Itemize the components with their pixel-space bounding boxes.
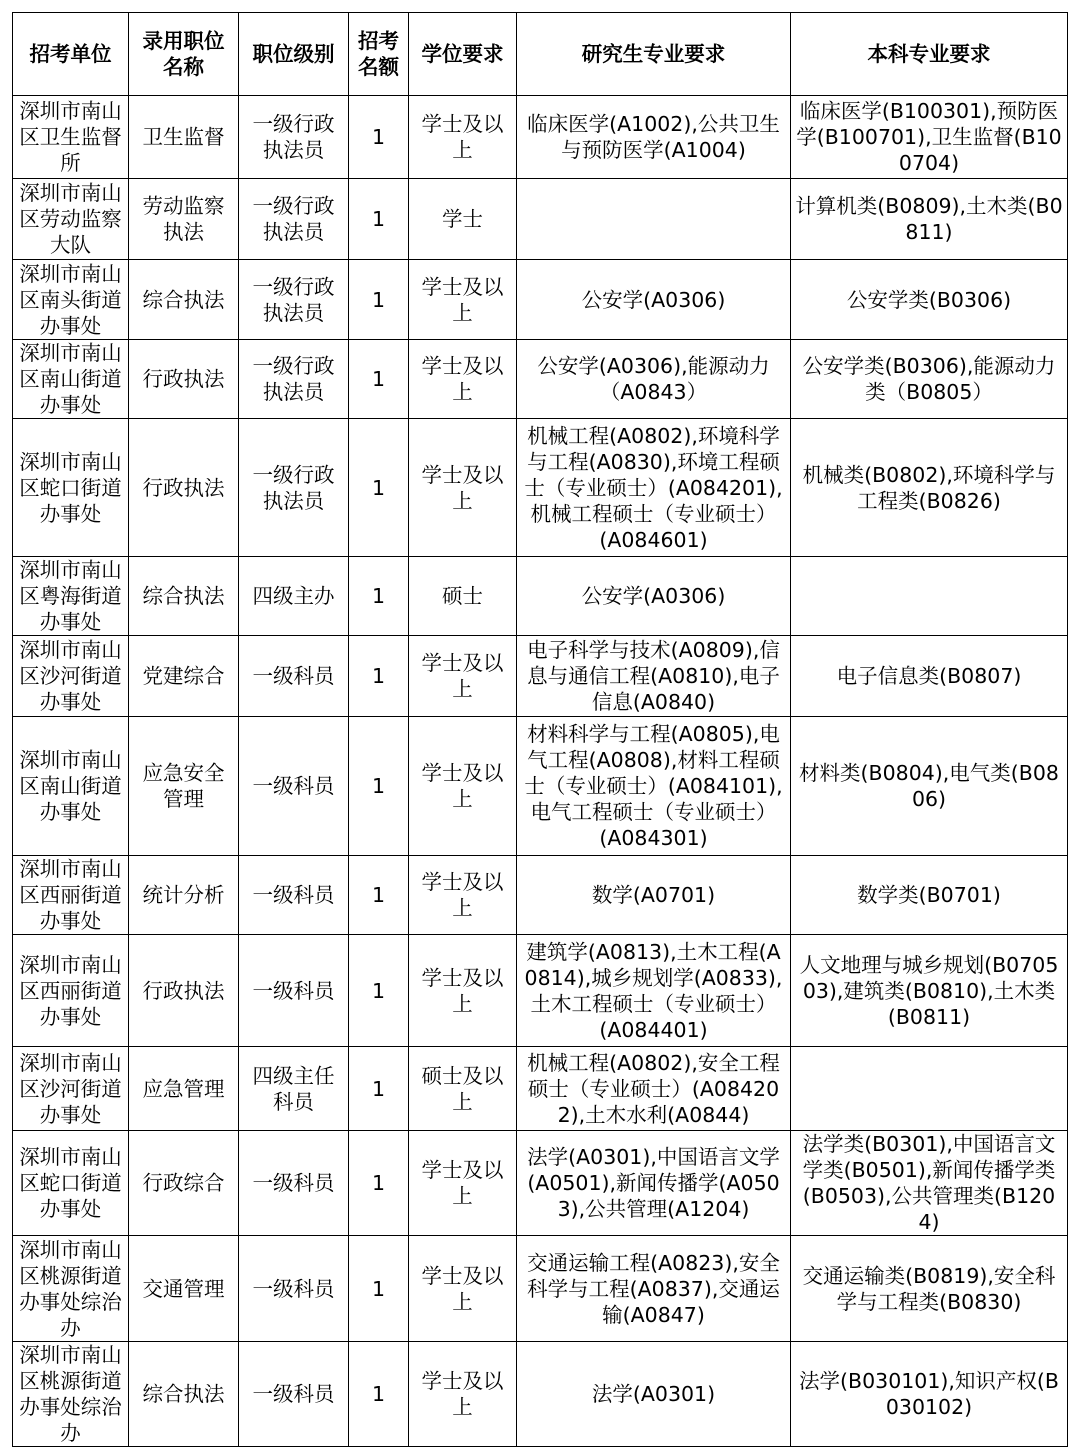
table-cell: 公安学(A0306) [517,260,791,340]
table-cell: 综合执法 [129,1342,239,1447]
table-cell: 1 [349,717,409,856]
table-row [13,1047,1068,1131]
table-row [13,1236,1068,1342]
header-cell: 本科专业要求 [791,13,1068,96]
table-cell: 劳动监察执法 [129,179,239,260]
table-cell: 深圳市南山区西丽街道办事处 [13,935,129,1047]
table-cell: 公安学类(B0306),能源动力类（B0805） [791,340,1068,419]
table-cell: 材料类(B0804),电气类(B0806) [791,717,1068,856]
table-cell: 一级科员 [239,1342,349,1447]
table-cell: 综合执法 [129,260,239,340]
table-cell: 公安学类(B0306) [791,260,1068,340]
table-cell: 一级行政执法员 [239,260,349,340]
table-cell: 深圳市南山区桃源街道办事处综治办 [13,1342,129,1447]
table-cell: 临床医学(B100301),预防医学(B100701),卫生监督(B100704) [791,96,1068,179]
table-cell: 卫生监督 [129,96,239,179]
table-cell: 学士及以上 [409,96,517,179]
table-cell: 机械工程(A0802),安全工程硕士（专业硕士）(A084202),土木水利(A0844) [517,1047,791,1131]
table-cell: 1 [349,260,409,340]
table-cell: 深圳市南山区南山街道办事处 [13,717,129,856]
table-cell: 材料科学与工程(A0805),电气工程(A0808),材料工程硕士（专业硕士）(A084101),电气工程硕士（专业硕士）(A084301) [517,717,791,856]
table-cell: 1 [349,96,409,179]
table-cell: 电子科学与技术(A0809),信息与通信工程(A0810),电子信息(A0840) [517,636,791,717]
table-cell: 一级科员 [239,856,349,935]
table-cell: 一级行政执法员 [239,96,349,179]
table-cell: 一级科员 [239,636,349,717]
table-cell: 综合执法 [129,557,239,636]
table-cell: 硕士 [409,557,517,636]
table-row [13,96,1068,179]
table-cell: 机械工程(A0802),环境科学与工程(A0830),环境工程硕士（专业硕士）(A084201),机械工程硕士（专业硕士）(A084601) [517,419,791,557]
table-cell: 学士及以上 [409,260,517,340]
table-cell: 1 [349,179,409,260]
table-cell: 交通运输工程(A0823),安全科学与工程(A0837),交通运输(A0847) [517,1236,791,1342]
header-cell: 研究生专业要求 [517,13,791,96]
table-row [13,856,1068,935]
table-row [13,935,1068,1047]
table-cell: 深圳市南山区南头街道办事处 [13,260,129,340]
table-cell: 学士及以上 [409,1342,517,1447]
table-row [13,1342,1068,1447]
header-cell: 招考名额 [349,13,409,96]
table-cell: 行政执法 [129,340,239,419]
table-cell: 法学类(B0301),中国语言文学类(B0501),新闻传播学类(B0503),公共管理类(B1204) [791,1131,1068,1236]
table-cell: 一级行政执法员 [239,419,349,557]
table-cell: 1 [349,636,409,717]
table-cell: 数学(A0701) [517,856,791,935]
table-cell: 深圳市南山区西丽街道办事处 [13,856,129,935]
table-cell: 1 [349,856,409,935]
table-cell: 1 [349,1342,409,1447]
table-cell: 公安学(A0306),能源动力（A0843） [517,340,791,419]
table-cell: 1 [349,935,409,1047]
table-cell: 机械类(B0802),环境科学与工程类(B0826) [791,419,1068,557]
table-cell: 深圳市南山区卫生监督所 [13,96,129,179]
table-cell: 一级科员 [239,935,349,1047]
table-cell: 学士及以上 [409,636,517,717]
table-cell: 应急管理 [129,1047,239,1131]
table-row [13,557,1068,636]
table-cell: 电子信息类(B0807) [791,636,1068,717]
table-cell: 人文地理与城乡规划(B070503),建筑类(B0810),土木类(B0811) [791,935,1068,1047]
table-row [13,340,1068,419]
table-cell: 1 [349,419,409,557]
table-cell: 深圳市南山区南山街道办事处 [13,340,129,419]
table-row [13,260,1068,340]
table-cell: 一级行政执法员 [239,179,349,260]
table-cell: 学士及以上 [409,856,517,935]
table-cell: 学士 [409,179,517,260]
table-cell: 一级科员 [239,1236,349,1342]
table-row [13,179,1068,260]
table-cell: 学士及以上 [409,935,517,1047]
table-cell: 统计分析 [129,856,239,935]
table-cell: 1 [349,1236,409,1342]
table-body [13,96,1068,1447]
table-cell: 数学类(B0701) [791,856,1068,935]
table-cell: 深圳市南山区蛇口街道办事处 [13,419,129,557]
table-row [13,1131,1068,1236]
table-cell: 法学(B030101),知识产权(B030102) [791,1342,1068,1447]
header-cell: 招考单位 [13,13,129,96]
table-cell: 应急安全管理 [129,717,239,856]
recruitment-table [12,12,1068,1447]
header-cell: 职位级别 [239,13,349,96]
table-cell: 深圳市南山区粤海街道办事处 [13,557,129,636]
table-cell [791,557,1068,636]
table-cell: 临床医学(A1002),公共卫生与预防医学(A1004) [517,96,791,179]
table-cell: 深圳市南山区沙河街道办事处 [13,636,129,717]
table-cell: 法学(A0301),中国语言文学(A0501),新闻传播学(A0503),公共管理(A1204) [517,1131,791,1236]
table-cell: 行政执法 [129,935,239,1047]
table-cell: 1 [349,1047,409,1131]
table-cell: 建筑学(A0813),土木工程(A0814),城乡规划学(A0833),土木工程硕士（专业硕士）(A084401) [517,935,791,1047]
table-cell: 四级主办 [239,557,349,636]
table-cell: 四级主任科员 [239,1047,349,1131]
table-cell: 一级科员 [239,1131,349,1236]
header-cell: 学位要求 [409,13,517,96]
table-row [13,636,1068,717]
table-cell: 1 [349,557,409,636]
table-cell: 行政执法 [129,419,239,557]
table-cell: 1 [349,1131,409,1236]
table-cell: 党建综合 [129,636,239,717]
table-cell: 硕士及以上 [409,1047,517,1131]
table-cell: 行政综合 [129,1131,239,1236]
table-cell: 深圳市南山区劳动监察大队 [13,179,129,260]
table-cell: 深圳市南山区桃源街道办事处综治办 [13,1236,129,1342]
table-cell: 深圳市南山区蛇口街道办事处 [13,1131,129,1236]
table-cell: 1 [349,340,409,419]
table-cell: 交通管理 [129,1236,239,1342]
table-cell: 学士及以上 [409,717,517,856]
header-cell: 录用职位名称 [129,13,239,96]
table-cell: 公安学(A0306) [517,557,791,636]
table-cell: 学士及以上 [409,1131,517,1236]
table-cell: 学士及以上 [409,340,517,419]
table-cell: 学士及以上 [409,1236,517,1342]
table-cell: 一级行政执法员 [239,340,349,419]
table-cell: 交通运输类(B0819),安全科学与工程类(B0830) [791,1236,1068,1342]
table-row [13,419,1068,557]
table-cell [517,179,791,260]
table-cell [791,1047,1068,1131]
table-row [13,717,1068,856]
table-cell: 计算机类(B0809),土木类(B0811) [791,179,1068,260]
table-cell: 法学(A0301) [517,1342,791,1447]
table-cell: 学士及以上 [409,419,517,557]
table-cell: 深圳市南山区沙河街道办事处 [13,1047,129,1131]
table-cell: 一级科员 [239,717,349,856]
table-header-row [13,13,1068,96]
